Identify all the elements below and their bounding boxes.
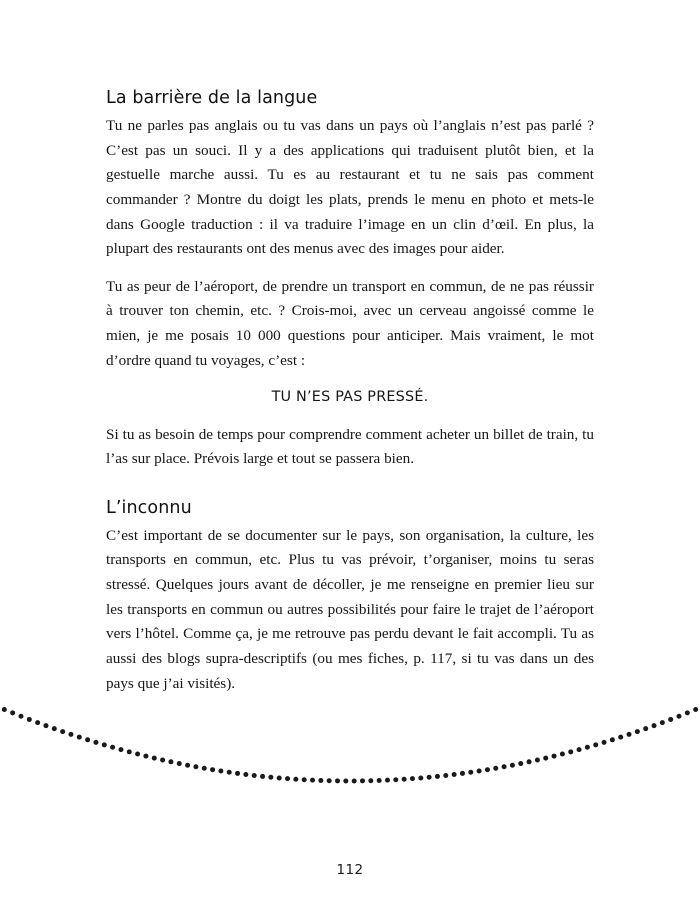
- page-number: 112: [336, 862, 364, 878]
- section-heading-langue: La barrière de la langue: [106, 88, 318, 108]
- section-langue: [106, 88, 594, 472]
- dotted-curve-divider: [0, 686, 700, 796]
- page-content: [106, 88, 594, 696]
- paragraph: C’est important de se documenter sur le pays, son organisation, la culture, les transports en commun, etc. Plus tu vas prévoir, t’organiser, moins tu seras stressé. Quelques jours avant de décoller, je me renseigne en premier lieu sur les transports en commun ou autres possibilités pour faire le trajet de l’aéroport vers l’hôtel. Comme ça, je me retrouve pas perdu devant le fait accompli. Tu as aussi des blogs supra-descriptifs (ou mes fiches, p. 117, si tu vas dans un des pays que j’ai visités).: [106, 526, 594, 692]
- paragraph: Si tu as besoin de temps pour comprendre comment acheter un billet de train, tu l’as sur place. Prévois large et tout se passera bien.: [106, 425, 594, 468]
- callout-text: TU N’ES PAS PRESSÉ.: [271, 389, 429, 406]
- section-heading-inconnu: L’inconnu: [106, 497, 192, 518]
- paragraph: Tu as peur de l’aéroport, de prendre un transport en commun, de ne pas réussir à trouver ton chemin, etc. ? Crois-moi, avec un cerveau angoissé comme le mien, je me posais 10 000 questions pour anticiper. Mais vraiment, le mot d’ordre quand tu voyages, c’est :: [106, 277, 594, 369]
- section-inconnu: [106, 498, 594, 696]
- paragraph: Tu ne parles pas anglais ou tu vas dans un pays où l’anglais n’est pas parlé ? C’est pas un souci. Il y a des applications qui traduisent plutôt bien, et la gestuelle marche aussi. Tu es au restaurant et tu ne sais pas comment commander ? Montre du doigt les plats, prends le menu en photo et mets-le dans Google traduction : il va traduire l’image en un clin d’œil. En plus, la plupart des restaurants ont des menus avec des images pour aider.: [106, 117, 594, 258]
